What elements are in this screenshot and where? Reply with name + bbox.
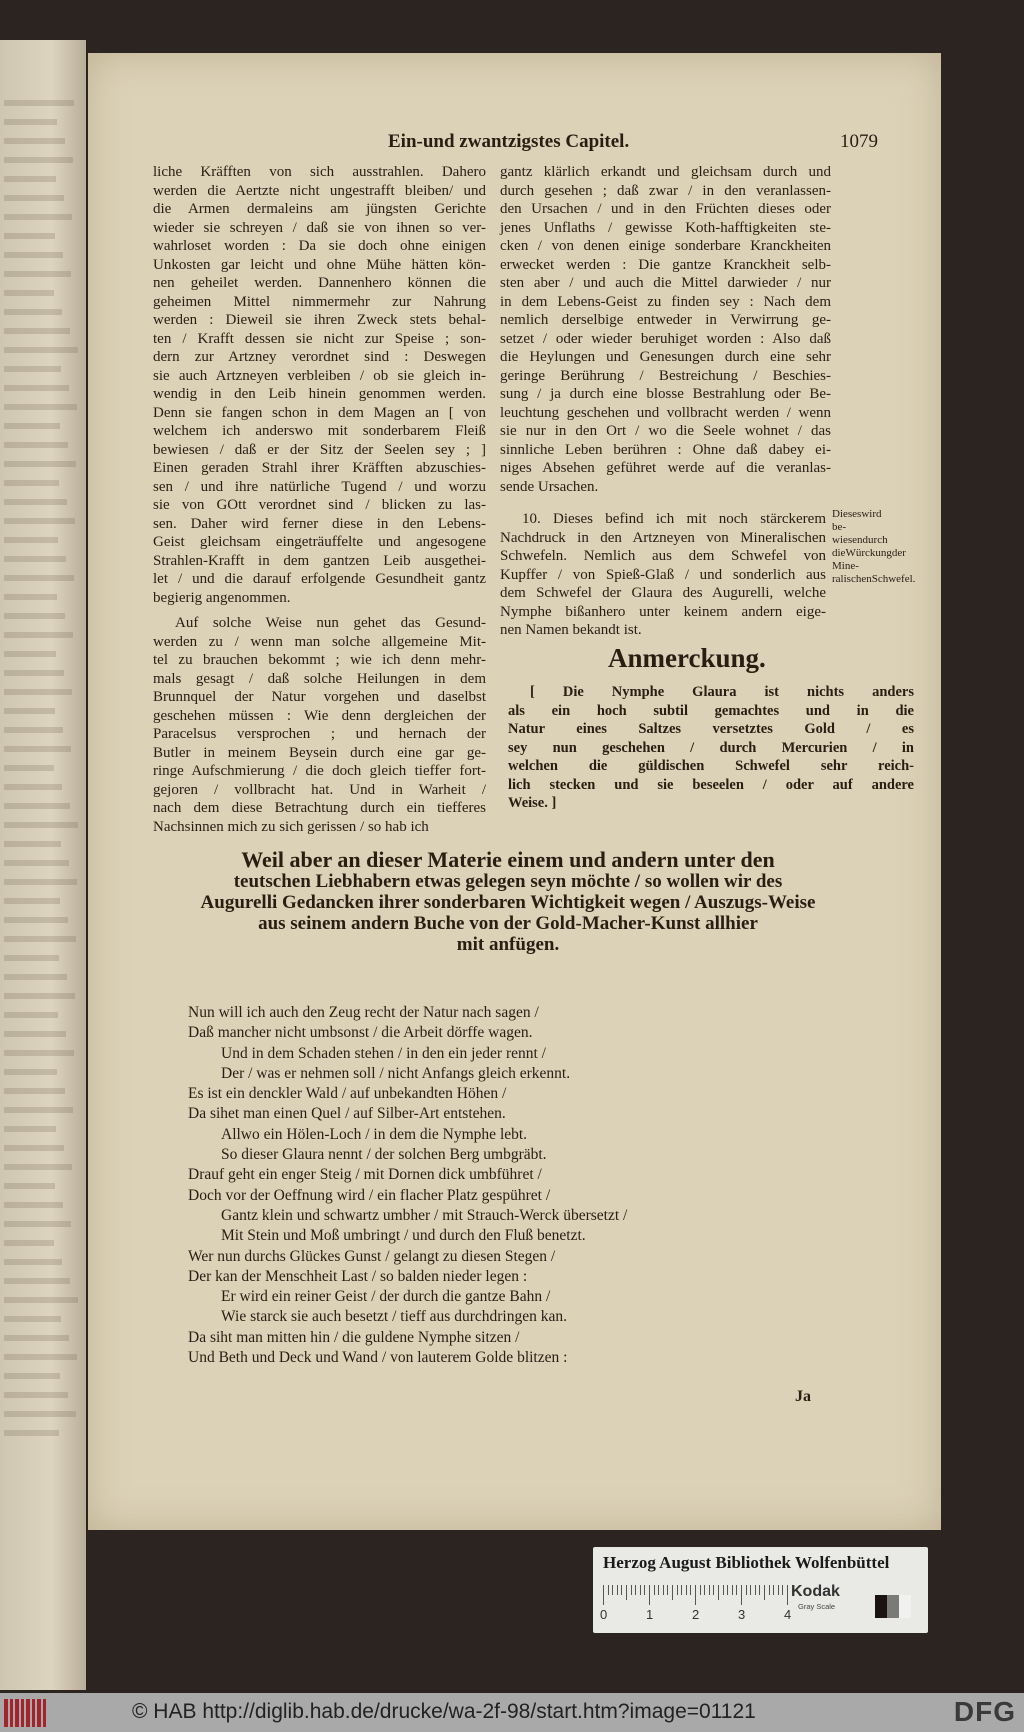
text-line: sen. Daher wird ferner diese in den Lebens- (153, 515, 486, 532)
bleed-through-line (4, 1430, 59, 1436)
text-line: wendig in den Leib hinein genommen werden. (153, 386, 486, 402)
library-label-card (593, 1547, 928, 1633)
bleed-through-line (4, 385, 69, 391)
ruler-tick (723, 1585, 724, 1595)
section-heading (138, 848, 878, 955)
bleed-through-line (4, 1107, 73, 1113)
bleed-through-line (4, 822, 78, 828)
ruler-tick (713, 1585, 714, 1595)
text-line: niges Absehen geführet werde auf die veranlas- (500, 460, 831, 476)
ruler-tick (681, 1585, 682, 1595)
ruler-tick (746, 1585, 747, 1595)
dfg-logo: DFG (953, 1696, 1016, 1727)
text-line: Geist gleichsam eingeträuffelte und angesogene (153, 534, 486, 550)
bleed-through-line (4, 100, 74, 106)
margin-note (832, 508, 916, 586)
text-line: lich stecken und sie beseelen / oder auf andere (508, 776, 914, 793)
ruler-tick (773, 1585, 774, 1595)
poem-line: Da sihet man einen Quel / auf Silber-Art entstehen. (188, 1105, 506, 1123)
text-line: welchem ich anderswo mit sonderbarem Fleiß (153, 423, 486, 439)
text-line: Nymphe bißanhero unter keinem andern eige- (500, 603, 826, 620)
ruler-tick (695, 1585, 696, 1605)
bleed-through-line (4, 1088, 65, 1094)
text-line: sten aber / und auch die Mittel darwieder / nur (500, 275, 831, 291)
heading-line: Augurelli Gedancken ihrer sonderbaren Wichtigkeit wegen / Auszugs-Weise (200, 892, 816, 913)
poem-line: Mit Stein und Moß umbringt / und durch den Fluß benetzt. (221, 1227, 586, 1245)
text-line: werden die Aertzte nicht ungestrafft bleiben/ und (153, 182, 486, 199)
text-line: wird be- (832, 508, 882, 533)
bleed-through-line (4, 233, 55, 239)
bleed-through-line (4, 518, 75, 524)
bleed-through-line (4, 499, 67, 505)
bleed-through-line (4, 993, 75, 999)
text-line: nen geheilet werden. Dannenhero können die (153, 275, 486, 291)
text-line: Unkosten gar leicht und ohne Mühe hätten kön- (153, 256, 486, 273)
text-line: wieder sie schreyen / daß sie von ihnen so ver- (153, 219, 486, 236)
heading-line: mit anfügen. (456, 934, 560, 955)
text-line: ralischen (832, 573, 872, 585)
text-line: jenes Unflaths / gewisse Koth-hafftigkeiten ste- (500, 219, 831, 236)
library-name: Herzog August Bibliothek Wolfenbüttel (603, 1553, 890, 1572)
bleed-through-line (4, 1316, 61, 1322)
text-line: bewiesen / daß er der Sitz der Seelen sey ; ] (153, 441, 486, 458)
left-column-paragraph-2 (153, 614, 486, 836)
black-swatch (875, 1595, 887, 1618)
text-line: dern zur Artzney verordnet sind : Deswegen (153, 349, 486, 365)
book-page (88, 53, 941, 1530)
poem-line: Er wird ein reiner Geist / der durch die gantze Bahn / (221, 1288, 551, 1306)
bleed-through-line (4, 1354, 77, 1360)
ruler-tick (704, 1585, 705, 1595)
text-line: geschehen müssen : Wie denn dergleichen der (153, 707, 486, 724)
text-line: nen Namen bekandt ist. (500, 622, 642, 638)
text-line: die Heylungen und Genesungen durch eine sehr (500, 349, 831, 365)
text-line: erwecket werden : Die gantze Kranckheit selb- (500, 256, 831, 273)
annotation-text (508, 683, 914, 813)
bleed-through-line (4, 271, 71, 277)
bleed-through-line (4, 651, 56, 657)
heading-line: teutschen Liebhabern etwas gelegen seyn möchte / so wollen wir des (233, 871, 783, 892)
text-line: leuchtung geschehen und vollbracht werden / wenn (500, 404, 831, 421)
bleed-through-line (4, 1335, 69, 1341)
ruler-tick (718, 1585, 719, 1600)
poem (188, 1003, 627, 1368)
ruler-tick (654, 1585, 655, 1595)
kodak-brand: Kodak (791, 1583, 840, 1600)
bleed-through-line (4, 1069, 57, 1075)
poem-line: Nun will ich auch den Zeug recht der Natur nach sagen / (188, 1004, 539, 1021)
poem-line: Und in dem Schaden stehen / in den ein jeder rennt / (221, 1044, 546, 1062)
poem-line: Der / was er nehmen soll / nicht Anfangs gleich erkennt. (221, 1064, 571, 1082)
ruler-tick (626, 1585, 627, 1600)
right-column-paragraph-10 (500, 510, 826, 640)
source-url-link[interactable]: © HAB http://diglib.hab.de/drucke/wa-2f-98/start.htm?image=01121 (132, 1700, 756, 1723)
text-line: Brunnquel der Natur vorgehen und daselbst (153, 689, 486, 705)
white-swatch (899, 1595, 911, 1618)
bleed-through-line (4, 727, 63, 733)
annotation-heading: Anmerckung. (608, 643, 766, 673)
bleed-through-line (4, 461, 76, 467)
text-line: sey nun geschehen / durch Mercurien / in (508, 739, 914, 756)
text-line: nemlich derselbige entweder in Verwirrung ge- (500, 312, 831, 328)
bleed-through-line (4, 1126, 56, 1132)
text-line: werden : Dieweil sie ihren Zweck stets behal- (153, 312, 486, 328)
ruler-tick (686, 1585, 687, 1595)
bleed-through-line (4, 1050, 74, 1056)
bleed-through-line (4, 309, 62, 315)
ruler-tick (612, 1585, 613, 1595)
bleed-through-line (4, 974, 67, 980)
text-line: Schwefel. (871, 573, 916, 585)
ruler-tick (741, 1585, 742, 1605)
bleed-through-line (4, 841, 61, 847)
bleed-through-line (4, 860, 69, 866)
text-line: Nachdruck in den Artzneyen von Mineralischen (500, 529, 826, 546)
poem-line: Daß mancher nicht umbsonst / die Arbeit dörffe wagen. (188, 1024, 533, 1042)
ruler-tick (787, 1585, 788, 1605)
ruler-tick (603, 1585, 604, 1605)
ruler-tick (644, 1585, 645, 1595)
text-line: werden zu / wenn man solche allgemeine Mit- (153, 633, 486, 650)
hab-logo-icon (4, 1699, 46, 1727)
text-line: 10. Dieses befind ich mit noch stärckerem (522, 511, 826, 527)
poem-line: Doch vor der Oeffnung wird / ein flacher Platz gespühret / (188, 1186, 551, 1204)
ruler-tick (635, 1585, 636, 1595)
text-line: Schwefeln. Nemlich aus dem Schwefel von (500, 548, 826, 564)
text-line: wahrloset worden : Da sie doch ohne einigen (153, 238, 486, 254)
bleed-through-line (4, 594, 57, 600)
bleed-through-line (4, 290, 54, 296)
bleed-through-line (4, 366, 61, 372)
text-line: die Armen dermaleins am jüngsten Gerichte (153, 201, 486, 217)
bleed-through-line (4, 1297, 78, 1303)
poem-line: Wie starck sie auch besetzt / tieff aus durchdringen kan. (221, 1308, 567, 1326)
bleed-through-line (4, 613, 65, 619)
ruler-tick (700, 1585, 701, 1595)
bleed-through-line (4, 480, 59, 486)
ruler-tick (667, 1585, 668, 1595)
poem-line: Wer nun durchs Glückes Gunst / gelangt zu diesen Stegen / (188, 1247, 556, 1265)
bleed-through-line (4, 1411, 76, 1417)
text-line: Nachsinnen mich zu sich gerissen / so hab ich (153, 818, 429, 835)
previous-page-edge (0, 40, 86, 1690)
bleed-through-line (4, 328, 70, 334)
text-line: welchen die güldischen Schwefel sehr reich- (508, 758, 914, 774)
bleed-through-line (4, 195, 64, 201)
ruler-tick (640, 1585, 641, 1595)
bleed-through-line (4, 1240, 54, 1246)
heading-line: Weil aber an dieser Materie einem und andern unter den (241, 847, 775, 872)
gray-scale-label: Gray Scale (798, 1602, 836, 1611)
text-line: Denn sie fangen schon in dem Magen an [ von (153, 404, 486, 421)
text-line: dem Schwefel der Glaura des Augurelli, welche (500, 585, 826, 601)
bleed-through-line (4, 157, 73, 163)
running-head: Ein-und zwantzigstes Capitel. (388, 131, 630, 152)
ruler-number: 3 (738, 1607, 746, 1622)
ruler-tick (677, 1585, 678, 1595)
left-column (153, 163, 486, 607)
scale-ruler (600, 1585, 793, 1622)
text-line: sie auch Artzneyen verbleiben / ob sie gleich in- (153, 367, 486, 384)
poem-line: Allwo ein Hölen-Loch / in dem die Nymphe lebt. (221, 1125, 528, 1143)
poem-line: Drauf geht ein enger Steig / mit Dornen dick umbführet / (188, 1166, 542, 1184)
gray-swatch (887, 1595, 899, 1618)
poem-line: Gantz klein und schwartz umbher / mit Strauch-Werck übersetzt / (221, 1206, 628, 1224)
ruler-tick (658, 1585, 659, 1595)
poem-line: Und Beth und Deck und Wand / von lauterem Golde blitzen : (188, 1349, 568, 1367)
bleed-through-line (4, 1164, 72, 1170)
poem-line: Da siht man mitten hin / die guldene Nymphe sitzen / (188, 1328, 520, 1346)
bleed-through-line (4, 138, 65, 144)
bleed-through-line (4, 1031, 66, 1037)
ruler-tick (709, 1585, 710, 1595)
text-line: ringe Aufschmierung / die doch gleich tieffer fort- (153, 763, 486, 779)
bleed-through-line (4, 537, 58, 543)
bleed-through-line (4, 575, 74, 581)
text-line: in dem Lebens-Geist zu finden sey : Nach dem (500, 293, 831, 310)
ruler-tick (769, 1585, 770, 1595)
text-line: gejoren / vollbracht hat. Und in Warheit / (153, 781, 486, 798)
bleed-through-line (4, 689, 72, 695)
bleed-through-line (4, 1221, 71, 1227)
bleed-through-line (4, 1278, 70, 1284)
bleed-through-line (4, 1392, 68, 1398)
bleed-through-line (4, 404, 77, 410)
bleed-through-line (4, 936, 76, 942)
text-line: Paracelsus versprochen ; und hernach der (153, 726, 486, 742)
ruler-tick (690, 1585, 691, 1595)
bleed-through-line (4, 879, 77, 885)
ruler-tick (621, 1585, 622, 1595)
bleed-through-line (4, 708, 55, 714)
ruler-tick (672, 1585, 673, 1600)
text-line: durch gesehen ; daß zwar / in den veranlassen- (500, 182, 831, 199)
text-line: gantz klärlich erkandt und gleichsam durch und (500, 164, 831, 180)
text-line: Auf solche Weise nun gehet das Gesund- (175, 615, 486, 631)
bleed-through-line (4, 252, 63, 258)
text-line: Butler in meinem Beysein durch eine gar ge- (153, 744, 486, 761)
text-line: Strahlen-Krafft in dem gantzen Leib ausgethei- (153, 552, 486, 569)
ruler-number: 1 (646, 1607, 654, 1622)
text-line: geheimen Mittel nimmermehr zur Nahrung (153, 293, 486, 310)
text-line: sie nur in den Ort / wo die Seele wohnet / das (500, 423, 831, 439)
text-line: den Ursachen / und in den Früchten dieses oder (500, 201, 831, 217)
bleed-through-line (4, 784, 62, 790)
bleed-through-line (4, 917, 68, 923)
footer-bar (0, 1693, 1024, 1732)
poem-line: Der kan der Menschheit Last / so balden nieder legen : (188, 1267, 528, 1285)
text-line: begierig angenommen. (153, 589, 291, 606)
bleed-through-line (4, 442, 68, 448)
right-column (500, 163, 831, 496)
bleed-through-line (4, 803, 70, 809)
poem-line: So dieser Glaura nennt / der solchen Berg umbgräbt. (221, 1146, 547, 1164)
bleed-through-line (4, 176, 56, 182)
ruler-tick (759, 1585, 760, 1595)
ruler-tick (617, 1585, 618, 1595)
text-line: wiesen (832, 534, 863, 546)
bleed-through-line (4, 1183, 55, 1189)
bleed-through-line (4, 423, 60, 429)
text-line: sende Ursachen. (500, 478, 599, 495)
text-line: Einen geraden Strahl ihrer Kräfften abzuschies- (153, 460, 486, 476)
bleed-through-line (4, 347, 78, 353)
ruler-tick (663, 1585, 664, 1595)
bleed-through-line (4, 1012, 58, 1018)
bleed-through-line (4, 1202, 63, 1208)
text-line: sinnliche Leben berühren : Ohne daß dabey ei- (500, 441, 831, 458)
text-line: der Mine- (832, 547, 906, 572)
heading-line: aus seinem andern Buche von der Gold-Macher-Kunst allhier (258, 913, 758, 934)
ruler-tick (782, 1585, 783, 1595)
bleed-through-line (4, 765, 54, 771)
ruler-tick (778, 1585, 779, 1595)
catchword: Ja (795, 1388, 811, 1405)
ruler-tick (727, 1585, 728, 1595)
text-line: Kupffer / von Spieß-Glaß / und sonderlich aus (500, 566, 826, 583)
ruler-tick (755, 1585, 756, 1595)
ruler-tick (750, 1585, 751, 1595)
text-line: Dieses (832, 508, 862, 520)
text-line: nach dem diese Betrachtung durch ein tiefferes (153, 800, 486, 816)
bleed-through-line (4, 670, 64, 676)
text-line: liche Kräfften von sich ausstrahlen. Dahero (153, 164, 486, 180)
ruler-tick (764, 1585, 765, 1600)
bleed-through-line (4, 214, 72, 220)
ruler-number: 0 (600, 1607, 608, 1622)
text-line: Weise. ] (508, 795, 557, 811)
text-line: mals gesagt / daß solche Heilungen in dem (153, 670, 486, 687)
text-line: tel zu brauchen bekommt ; wie ich denn mehr- (153, 652, 486, 668)
text-line: Würckung (845, 547, 892, 559)
ruler-tick (649, 1585, 650, 1605)
bleed-through-line (4, 632, 73, 638)
ruler-number: 2 (692, 1607, 700, 1622)
text-line: [ Die Nymphe Glaura ist nichts anders (530, 684, 914, 700)
text-line: let / und die darauf erfolgende Gesundheit gantz (153, 571, 486, 587)
bleed-through-line (4, 955, 59, 961)
text-line: sung / ja durch eine blosse Bestrahlung oder Be- (500, 386, 831, 402)
bleed-through-line (4, 556, 66, 562)
ruler-tick (608, 1585, 609, 1595)
text-line: ten / Krafft dessen sie nicht zur Speise ; son- (153, 330, 486, 347)
text-line: cken / von denen einige sonderbare Kranckheiten (500, 238, 831, 254)
bleed-through-line (4, 119, 57, 125)
ruler-tick (736, 1585, 737, 1595)
text-line: sen / und ihre natürliche Tugend / und worzu (153, 478, 486, 495)
poem-line: Es ist ein denckler Wald / auf unbekandten Höhen / (188, 1085, 507, 1103)
text-line: setzet / oder wieder beruhiget worden : Also daß (500, 330, 831, 347)
text-line: Natur eines Saltzes versetztes Gold / es (508, 721, 914, 737)
text-line: geringe Berührung / Bestreichung / Beschies- (500, 367, 831, 384)
page-number: 1079 (840, 131, 878, 152)
bleed-through-line (4, 898, 60, 904)
text-line: sie von GOtt verordnet sind / blicken zu las- (153, 497, 486, 513)
ruler-number: 4 (784, 1607, 792, 1622)
ruler-tick (631, 1585, 632, 1595)
ruler-tick (732, 1585, 733, 1595)
bleed-through-line (4, 1145, 64, 1151)
text-line: als ein hoch subtil gemachtes und in die (508, 702, 914, 719)
bleed-through-line (4, 1373, 60, 1379)
bleed-through-line (4, 746, 71, 752)
text-line: durch die (832, 534, 888, 559)
bleed-through-line (4, 1259, 62, 1265)
